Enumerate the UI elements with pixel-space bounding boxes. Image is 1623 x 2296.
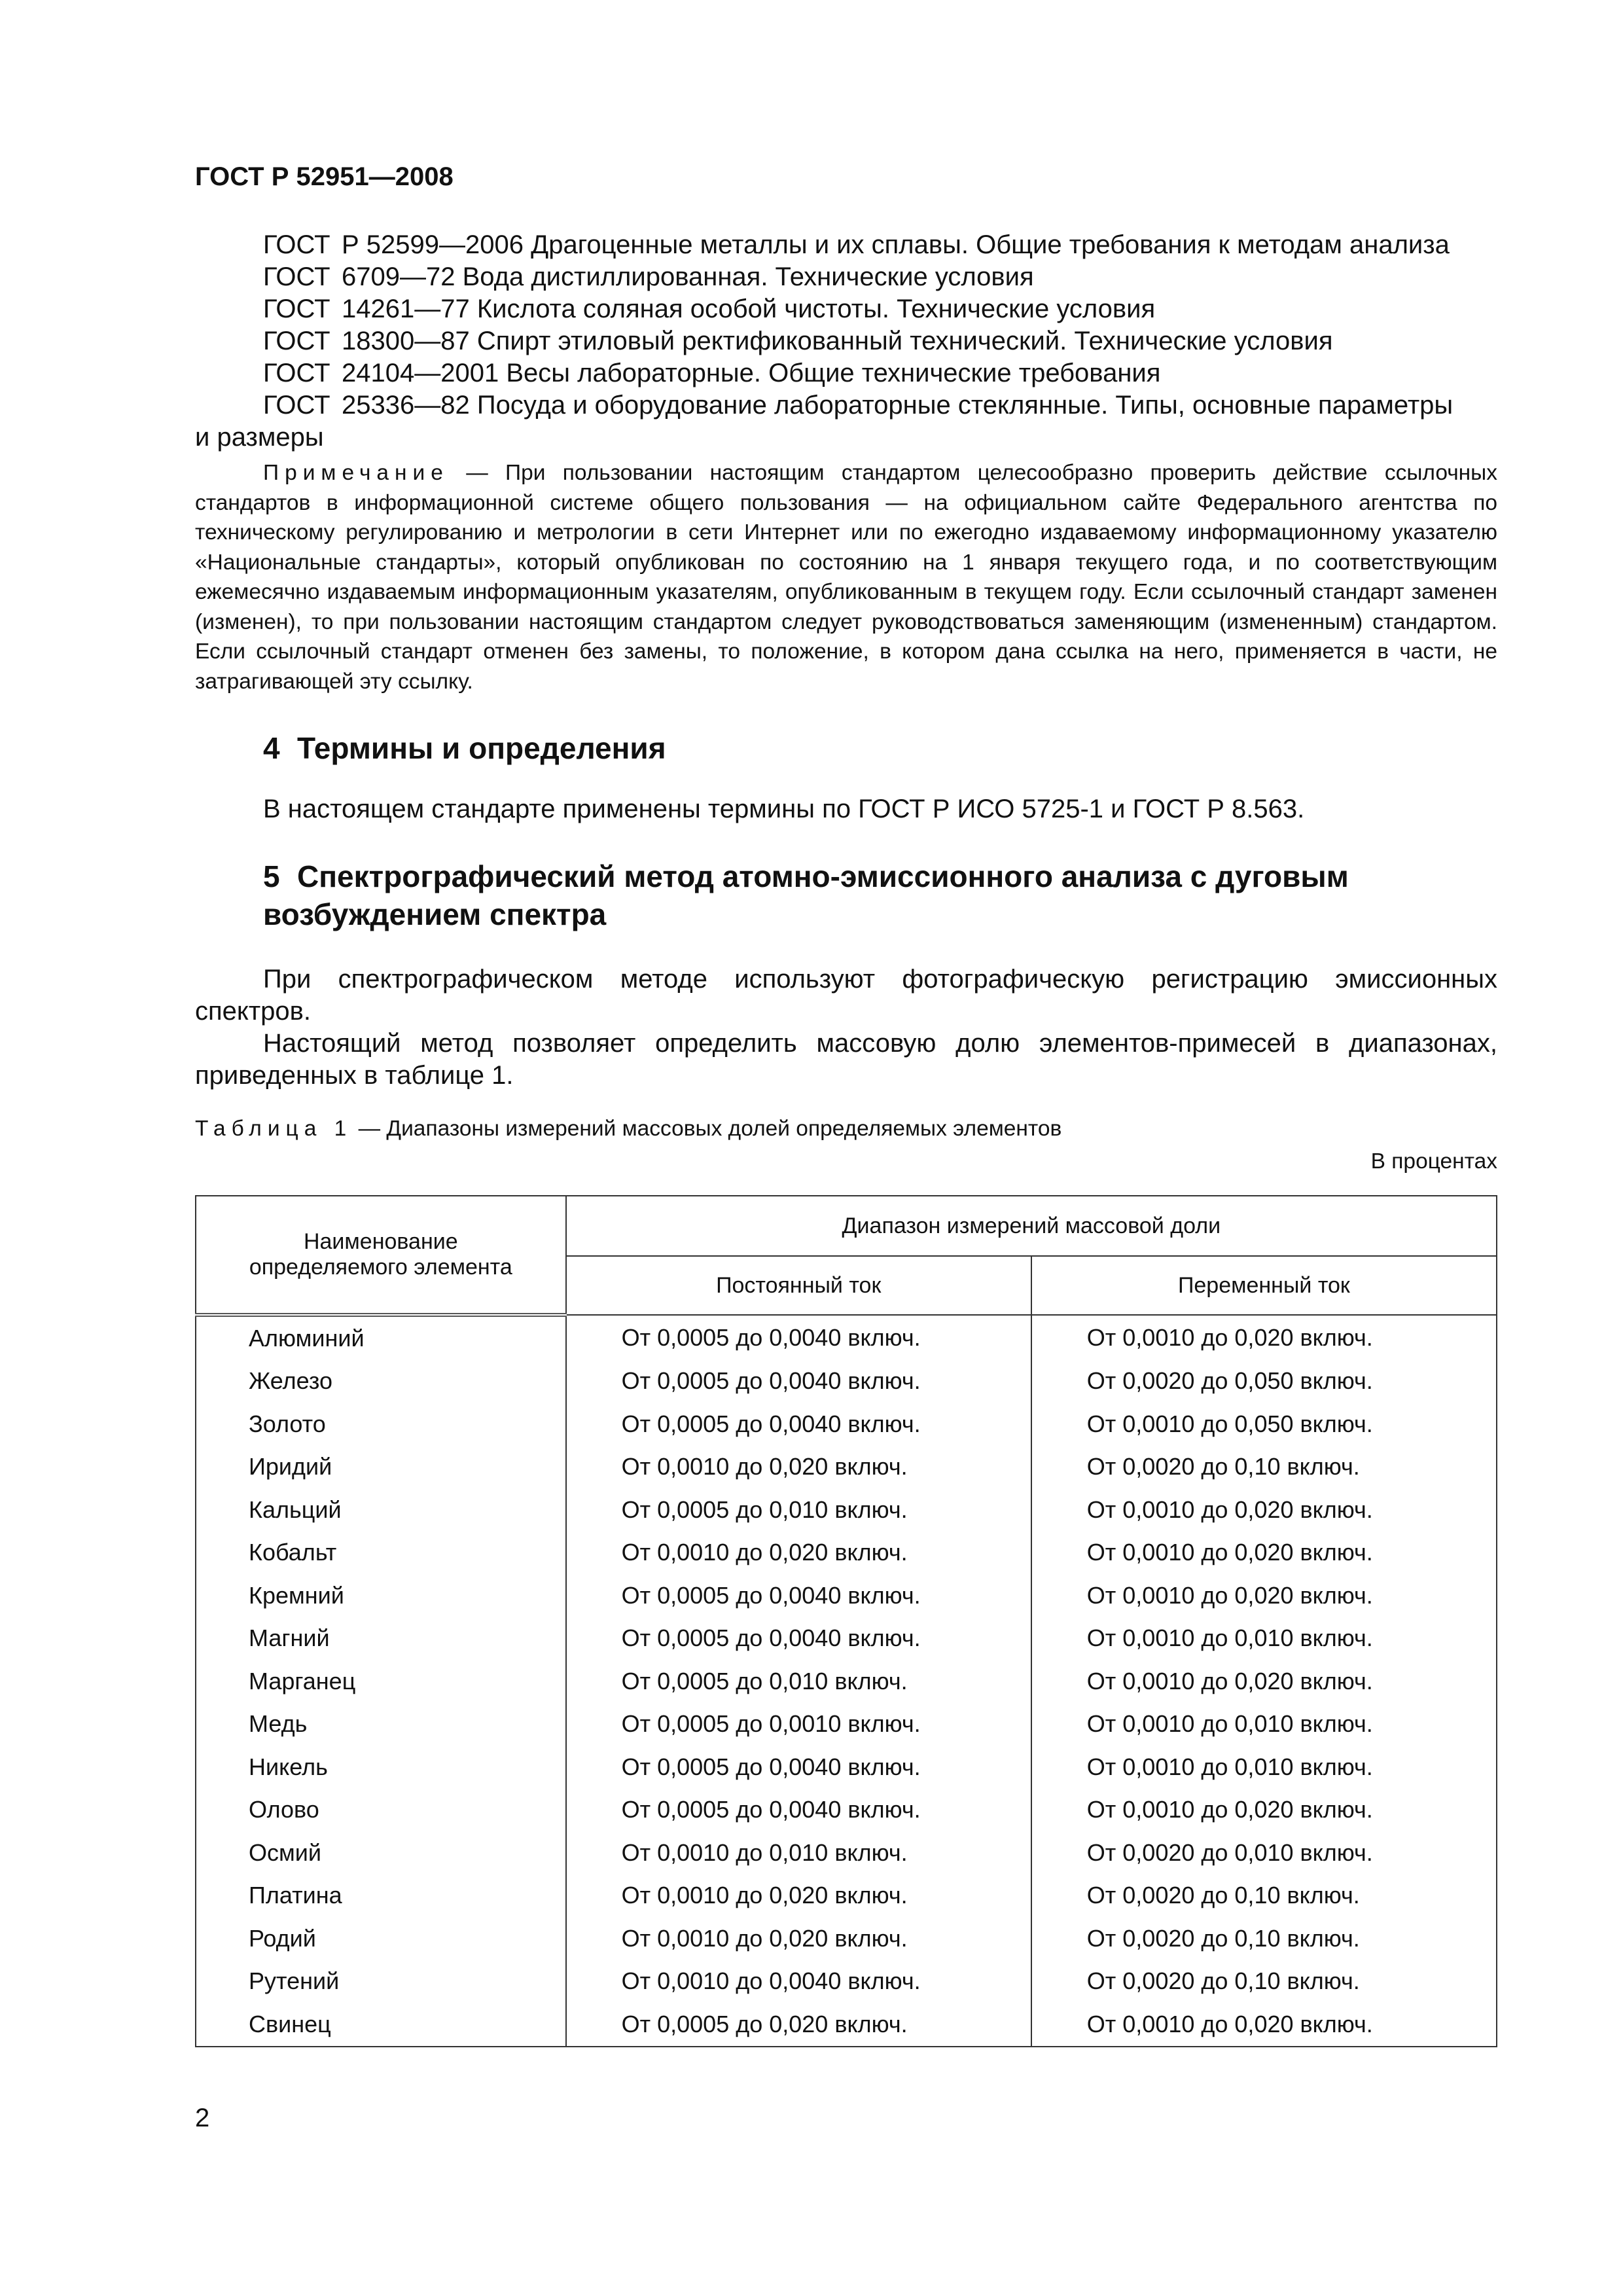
table-caption-text: — Диапазоны измерений массовых долей определяемых элементов: [352, 1117, 1062, 1141]
element-name: Никель: [196, 1746, 566, 1789]
ac-range: От 0,0010 до 0,010 включ.: [1031, 1617, 1497, 1660]
element-name: Золото: [196, 1403, 566, 1446]
note-block: [195, 458, 1497, 696]
element-name: Медь: [196, 1703, 566, 1746]
table-row: [196, 1532, 1497, 1575]
dc-range: От 0,0010 до 0,020 включ.: [566, 1532, 1031, 1575]
table-row: [196, 1917, 1497, 1960]
section-5-heading: [263, 857, 1349, 933]
section-number: 4: [263, 731, 280, 765]
dc-range: От 0,0010 до 0,020 включ.: [566, 1917, 1031, 1960]
reference-line: [195, 293, 1497, 325]
ac-range: От 0,0010 до 0,020 включ.: [1031, 1789, 1497, 1832]
table-caption-label: Таблица 1: [195, 1117, 353, 1141]
reference-text: Р 52599—2006 Драгоценные металлы и их сплавы. Общие требования к методам анализа: [342, 230, 1450, 259]
note-label: Примечание: [263, 461, 449, 485]
page-number: 2: [195, 2104, 210, 2132]
reference-line: [195, 229, 1497, 261]
table-row: [196, 1960, 1497, 2003]
section-title-line1: Спектрографический метод атомно-эмиссионного анализа с дуговым: [297, 859, 1349, 893]
dc-range: От 0,0005 до 0,0040 включ.: [566, 1403, 1031, 1446]
dc-range: От 0,0005 до 0,0040 включ.: [566, 1360, 1031, 1403]
dc-range: От 0,0005 до 0,0040 включ.: [566, 1789, 1031, 1832]
table-caption: [195, 1117, 1061, 1141]
paragraph-text: В настоящем стандарте применены термины по ГОСТ Р ИСО 5725-1 и ГОСТ Р 8.563.: [263, 795, 1305, 823]
element-name: Кобальт: [196, 1532, 566, 1575]
reference-line: [195, 261, 1497, 293]
reference-code: ГОСТ: [263, 327, 330, 355]
ac-range: От 0,0010 до 0,050 включ.: [1031, 1403, 1497, 1446]
dc-range: От 0,0010 до 0,0040 включ.: [566, 1960, 1031, 2003]
section-5-paragraphs: [195, 963, 1497, 1092]
ac-range: От 0,0020 до 0,050 включ.: [1031, 1360, 1497, 1403]
ac-range: От 0,0010 до 0,020 включ.: [1031, 1488, 1497, 1532]
ac-range: От 0,0020 до 0,10 включ.: [1031, 1960, 1497, 2003]
reference-continuation: и размеры: [195, 423, 324, 452]
table-row: [196, 1789, 1497, 1832]
dc-range: От 0,0010 до 0,010 включ.: [566, 1831, 1031, 1874]
table-row: [196, 1874, 1497, 1918]
ac-range: От 0,0010 до 0,010 включ.: [1031, 1703, 1497, 1746]
ac-range: От 0,0010 до 0,020 включ.: [1031, 1574, 1497, 1617]
table-row: [196, 1574, 1497, 1617]
table-row: [196, 1403, 1497, 1446]
ac-range: От 0,0010 до 0,020 включ.: [1031, 1315, 1497, 1360]
section-number: 5: [263, 859, 280, 893]
element-name: Платина: [196, 1874, 566, 1918]
element-name: Родий: [196, 1917, 566, 1960]
normative-references: [195, 229, 1497, 454]
table-row: [196, 1703, 1497, 1746]
reference-code: ГОСТ: [263, 230, 330, 259]
reference-code: ГОСТ: [263, 262, 330, 291]
table-units: В процентах: [1370, 1149, 1497, 1174]
dc-range: От 0,0005 до 0,0040 включ.: [566, 1315, 1031, 1360]
column-header-element: Наименование определяемого элемента: [196, 1196, 566, 1315]
element-name: Кальций: [196, 1488, 566, 1532]
dc-range: От 0,0005 до 0,0040 включ.: [566, 1574, 1031, 1617]
table-row: [196, 1746, 1497, 1789]
ac-range: От 0,0010 до 0,020 включ.: [1031, 1660, 1497, 1703]
table-row: [196, 2003, 1497, 2047]
paragraph-text: При спектрографическом методе используют фотографическую регистрацию эмиссионных спектров.: [195, 965, 1497, 1026]
dc-range: От 0,0010 до 0,020 включ.: [566, 1446, 1031, 1489]
dc-range: От 0,0005 до 0,0040 включ.: [566, 1617, 1031, 1660]
reference-code: ГОСТ: [263, 295, 330, 323]
section-title: Термины и определения: [297, 731, 666, 765]
reference-line: [195, 357, 1497, 389]
reference-line: [195, 389, 1497, 422]
paragraph-text: Настоящий метод позволяет определить массовую долю элементов-примесей в диапазонах, приведенных в таблице 1.: [195, 1029, 1497, 1090]
column-header-dc: Постоянный ток: [566, 1256, 1031, 1315]
element-name: Марганец: [196, 1660, 566, 1703]
element-name: Железо: [196, 1360, 566, 1403]
note-text: — При пользовании настоящим стандартом целесообразно проверить действие ссылочных стандартов в информационной системе общего пользования — на официальном сайте Федерального агентства по техническому регулированию и метрологии в сети Интернет или по ежегодно издаваемому информационному указателю «Национальные стандарты», который опубликован по состоянию на 1 января текущего года, и по соответствующим ежемесячно издаваемым информационным указателям, опубликованным в текущем году. Если ссылочный стандарт заменен (изменен), то при пользовании настоящим стандартом следует руководствоваться заменяющим (измененным) стандартом. Если ссылочный стандарт отменен без замены, то положение, в котором дана ссылка на него, применяется в части, не затрагивающей эту ссылку.: [195, 461, 1497, 694]
element-name: Олово: [196, 1789, 566, 1832]
dc-range: От 0,0010 до 0,020 включ.: [566, 1874, 1031, 1918]
table-row: [196, 1660, 1497, 1703]
reference-text: 18300—87 Спирт этиловый ректификованный технический. Технические условия: [342, 327, 1333, 355]
dc-range: От 0,0005 до 0,020 включ.: [566, 2003, 1031, 2047]
dc-range: От 0,0005 до 0,010 включ.: [566, 1660, 1031, 1703]
element-name: Кремний: [196, 1574, 566, 1617]
reference-text: 6709—72 Вода дистиллированная. Технические условия: [342, 262, 1034, 291]
section-4-heading: [263, 729, 666, 767]
element-name: Рутений: [196, 1960, 566, 2003]
table-row: [196, 1488, 1497, 1532]
reference-text: 14261—77 Кислота соляная особой чистоты. Технические условия: [342, 295, 1156, 323]
element-name: Осмий: [196, 1831, 566, 1874]
table-row: [196, 1617, 1497, 1660]
ac-range: От 0,0010 до 0,020 включ.: [1031, 2003, 1497, 2047]
element-ranges-table: [195, 1195, 1497, 2047]
table-row: [196, 1315, 1497, 1360]
dc-range: От 0,0005 до 0,0010 включ.: [566, 1703, 1031, 1746]
dc-range: От 0,0005 до 0,010 включ.: [566, 1488, 1031, 1532]
ac-range: От 0,0020 до 0,10 включ.: [1031, 1917, 1497, 1960]
reference-line: [195, 325, 1497, 357]
element-name: Магний: [196, 1617, 566, 1660]
ac-range: От 0,0010 до 0,020 включ.: [1031, 1532, 1497, 1575]
ac-range: От 0,0020 до 0,10 включ.: [1031, 1446, 1497, 1489]
document-header: ГОСТ Р 52951—2008: [195, 162, 454, 191]
ac-range: От 0,0020 до 0,010 включ.: [1031, 1831, 1497, 1874]
table-row: [196, 1831, 1497, 1874]
table-row: [196, 1446, 1497, 1489]
element-name: Иридий: [196, 1446, 566, 1489]
section-4-paragraph: [195, 793, 1497, 825]
column-header-ac: Переменный ток: [1031, 1256, 1497, 1315]
section-title-line2: возбуждением спектра: [263, 897, 607, 931]
reference-code: ГОСТ: [263, 391, 330, 420]
column-header-range: Диапазон измерений массовой доли: [566, 1196, 1497, 1256]
element-name: Алюминий: [196, 1315, 566, 1360]
reference-text: 25336—82 Посуда и оборудование лабораторные стеклянные. Типы, основные параметры: [342, 391, 1454, 420]
ac-range: От 0,0010 до 0,010 включ.: [1031, 1746, 1497, 1789]
reference-text: 24104—2001 Весы лабораторные. Общие технические требования: [342, 359, 1161, 387]
reference-code: ГОСТ: [263, 359, 330, 387]
table-row: [196, 1360, 1497, 1403]
ac-range: От 0,0020 до 0,10 включ.: [1031, 1874, 1497, 1918]
element-name: Свинец: [196, 2003, 566, 2047]
dc-range: От 0,0005 до 0,0040 включ.: [566, 1746, 1031, 1789]
